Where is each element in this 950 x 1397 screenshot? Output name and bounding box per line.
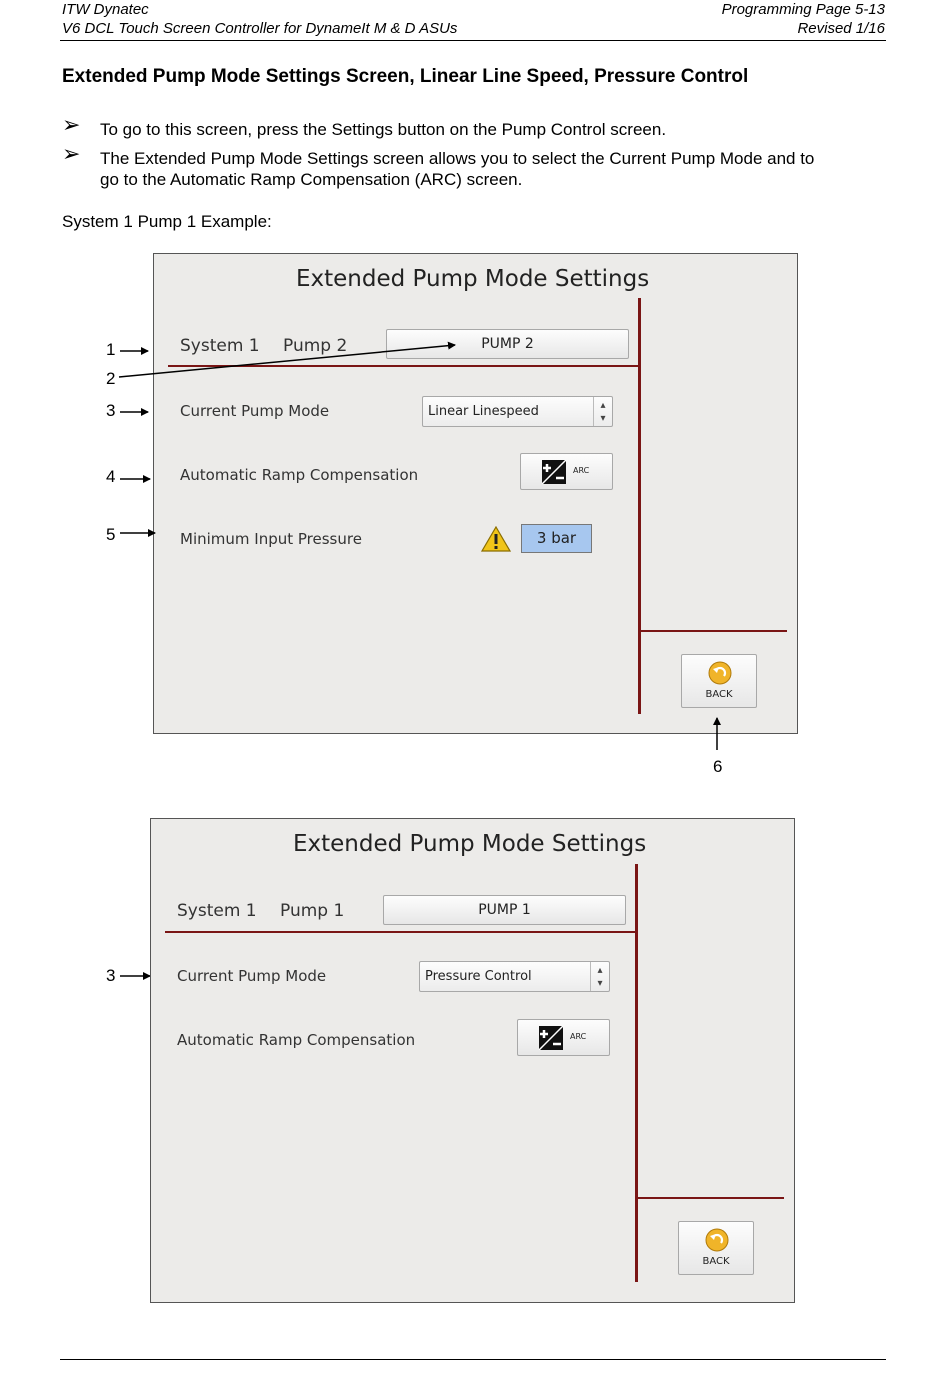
screen-title: Extended Pump Mode Settings xyxy=(296,266,650,292)
callout-3: 3 xyxy=(106,401,116,420)
arc-button-label: ARC xyxy=(570,1032,587,1041)
callout-arrow-2 xyxy=(119,345,455,377)
arc-label: Automatic Ramp Compensation xyxy=(180,466,419,484)
bullet-arrow-icon: ➢ xyxy=(62,112,81,137)
select-arrows-icon: ▴ ▾ xyxy=(593,397,612,426)
plus-minus-icon xyxy=(539,1026,563,1050)
select-arrows-icon: ▴ ▾ xyxy=(590,962,609,991)
divider-horizontal xyxy=(165,931,637,933)
pump-mode-select[interactable] xyxy=(419,961,610,992)
back-button-label: BACK xyxy=(705,689,733,700)
header-document: V6 DCL Touch Screen Controller for DynameIt M & D ASUs xyxy=(62,20,458,37)
footer-rule xyxy=(60,1359,886,1360)
section-title: Extended Pump Mode Settings Screen, Linear Line Speed, Pressure Control xyxy=(62,66,749,87)
min-pressure-input[interactable]: 3 bar xyxy=(521,524,592,553)
pump-mode-value: Pressure Control xyxy=(425,969,532,984)
divider-vertical xyxy=(635,864,638,1282)
example-label: System 1 Pump 1 Example: xyxy=(62,212,272,231)
screen-title: Extended Pump Mode Settings xyxy=(293,831,647,857)
callout-2: 2 xyxy=(106,369,116,388)
callout-5: 5 xyxy=(106,525,116,544)
pump-label: Pump 1 xyxy=(280,901,345,921)
system-label: System 1 xyxy=(180,336,260,356)
pump-label: Pump 2 xyxy=(283,336,348,356)
pump-select-button[interactable]: PUMP 2 xyxy=(386,329,629,359)
divider-horizontal-right xyxy=(635,1197,784,1199)
bullet-text-2: The Extended Pump Mode Settings screen allows you to select the Current Pump Mode and to xyxy=(100,149,815,168)
header-company: ITW Dynatec xyxy=(62,1,149,18)
pump-mode-value: Linear Linespeed xyxy=(428,404,539,419)
current-pump-mode-label: Current Pump Mode xyxy=(177,967,327,985)
back-arrow-icon xyxy=(705,1228,729,1252)
callout-4: 4 xyxy=(106,467,116,486)
bullet-text-2-cont: go to the Automatic Ramp Compensation (ARC) screen. xyxy=(100,170,523,189)
system-label: System 1 xyxy=(177,901,257,921)
back-button-label: BACK xyxy=(702,1256,730,1267)
callout-3b: 3 xyxy=(106,966,116,985)
back-button[interactable] xyxy=(678,1221,754,1275)
arc-button-label: ARC xyxy=(573,466,590,475)
bullet-arrow-icon: ➢ xyxy=(62,141,81,166)
min-input-pressure-label: Minimum Input Pressure xyxy=(180,530,362,548)
pump-select-button[interactable]: PUMP 1 xyxy=(383,895,626,925)
header-revised: Revised 1/16 xyxy=(797,20,885,37)
callout-6: 6 xyxy=(713,757,723,776)
header-page: Programming Page 5-13 xyxy=(721,1,885,18)
arc-label: Automatic Ramp Compensation xyxy=(177,1031,416,1049)
callout-1: 1 xyxy=(106,340,116,359)
screen-pressure-control xyxy=(150,818,795,1303)
current-pump-mode-label: Current Pump Mode xyxy=(180,402,330,420)
bullet-text-1: To go to this screen, press the Settings button on the Pump Control screen. xyxy=(100,120,667,139)
arc-button[interactable] xyxy=(517,1019,610,1056)
